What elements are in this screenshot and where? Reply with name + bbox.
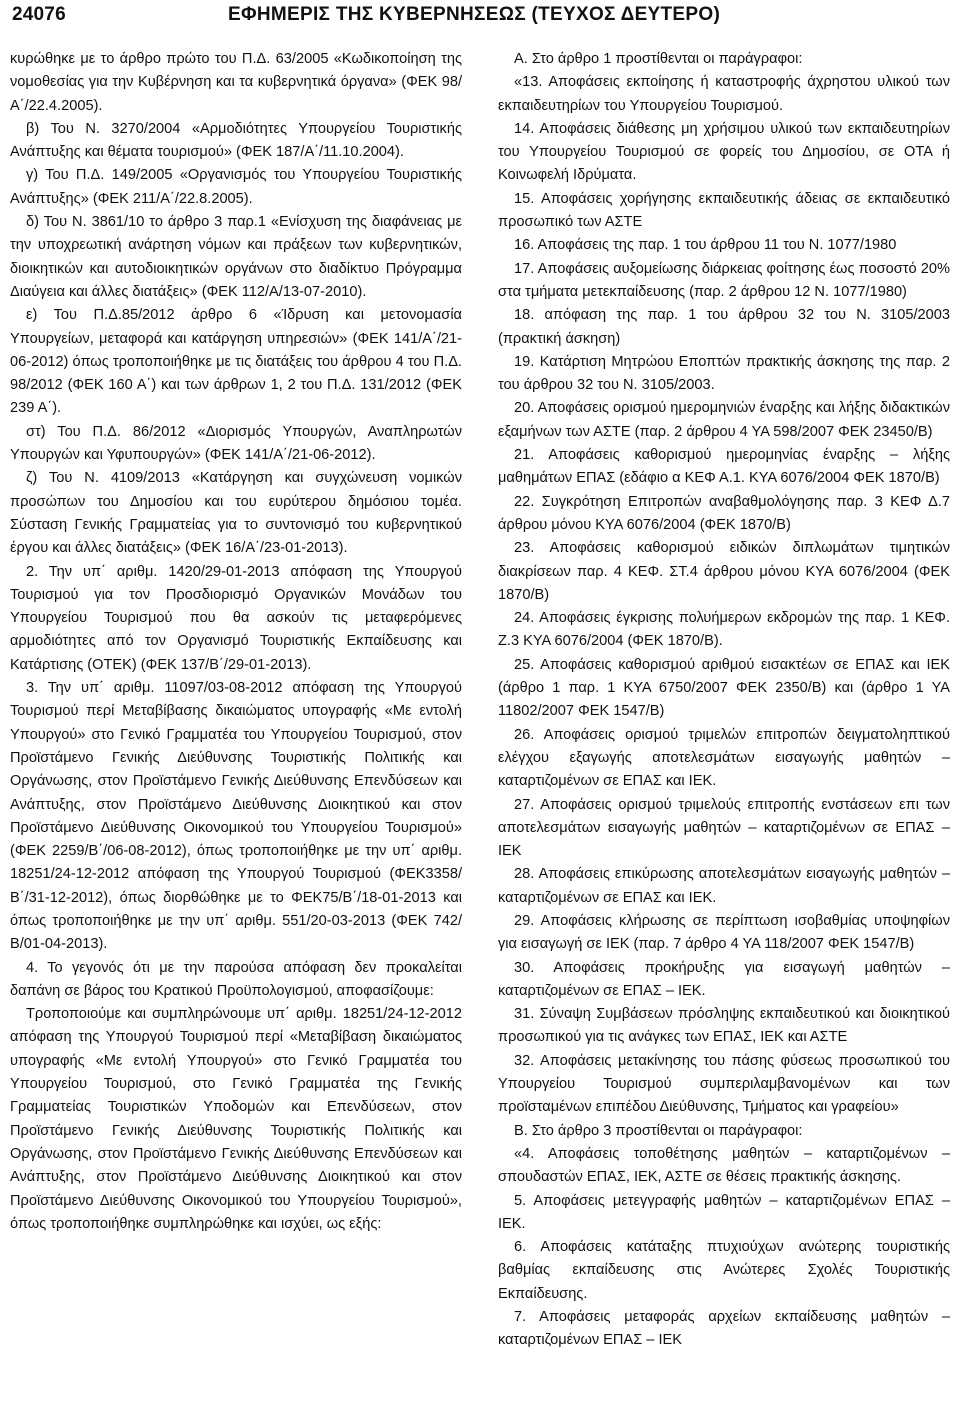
paragraph: 24. Αποφάσεις έγκρισης πολυήμερων εκδρομών της παρ. 1 ΚΕΦ. Ζ.3 ΚΥΑ 6076/2004 (ΦΕΚ 1870/Β). bbox=[498, 610, 950, 650]
gazette-title: ΕΦΗΜΕΡΙΣ ΤΗΣ ΚΥΒΕΡΝΗΣΕΩΣ (ΤΕΥΧΟΣ ΔΕΥΤΕΡΟ) bbox=[228, 4, 721, 25]
paragraph: 27. Αποφάσεις ορισμού τριμελούς επιτροπής ενστάσεων επι των αποτελεσμάτων εισαγωγής μαθητών – καταρτιζομένων σε ΕΠΑΣ – ΙΕΚ bbox=[498, 796, 950, 860]
paragraph: 4. Το γεγονός ότι με την παρούσα απόφαση δεν προκαλείται δαπάνη σε βάρος του Κρατικού Προϋπολογισμού, αποφασίζουμε: bbox=[10, 959, 462, 999]
paragraph: 3. Την υπ΄ αριθμ. 11097/03-08-2012 απόφαση της Υπουργού Τουρισμού περί Μεταβίβασης δικαιώματος υπογραφής «Με εντολή Υπουργού» στο Γενικό Γραμματέα του Υπουργείου Τουρισμού, στον Προϊστάμενο Γενικής Διεύθυνσης Τουριστικής Πολιτικής και Οργάνωσης, στον Προϊστάμενο Γενικής Διεύθυνσης Επενδύσεων και Ανάπτυξης, στον Προϊστάμενο Διεύθυνσης Διοικητικού και στον Προϊστάμενο Διεύθυνσης Οικονομικού του Υπουργείου Τουρισμού» (ΦΕΚ 2259/Β΄/06-08-2012), όπως τροποποιήθηκε με την υπ΄ αριθμ. 18251/24-12-2012 απόφαση της Υπουργού Τουρισμού (ΦΕΚ3358/Β΄/31-12-2012), όπως διορθώθηκε με το ΦΕΚ75/Β΄/18-01-2013 και όπως τροποποιήθηκε με την υπ΄ αριθμ. 551/20-03-2013 (ΦΕΚ 742/Β/01-04-2013). bbox=[10, 680, 462, 953]
paragraph: 6. Αποφάσεις κατάταξης πτυχιούχων ανώτερης τουριστικής βαθμίας εκπαίδευσης στις Ανώτερες Σχολές Τουριστικής Εκπαίδευσης. bbox=[498, 1239, 950, 1302]
paragraph: 31. Σύναψη Συμβάσεων πρόσληψης εκπαιδευτικού και διοικητικού προσωπικού για τις ανάγκες των ΕΠΑΣ, ΙΕΚ και ΑΣΤΕ bbox=[498, 1006, 950, 1046]
paragraph: 16. Αποφάσεις της παρ. 1 του άρθρου 11 του Ν. 1077/1980 bbox=[514, 237, 897, 254]
paragraph: γ) Του Π.Δ. 149/2005 «Οργανισμός του Υπουργείου Τουριστικής Ανάπτυξης» (ΦΕΚ 211/Α΄/22.8.2005). bbox=[10, 167, 462, 207]
paragraph: 25. Αποφάσεις καθορισμού αριθμού εισακτέων σε ΕΠΑΣ και ΙΕΚ (άρθρο 1 παρ. 1 ΚΥΑ 6750/2007 ΦΕΚ 2350/Β) και (άρθρο 1 ΥΑ 11802/2007 ΦΕΚ 1547/Β) bbox=[498, 656, 950, 720]
paragraph: 14. Αποφάσεις διάθεσης μη χρήσιμου υλικού των εκπαιδευτηρίων του Υπουργείου Τουρισμού σε φορείς του Δημοσίου, σε ΟΤΑ ή Κοινωφελή Ιδρύματα. bbox=[498, 120, 950, 184]
paragraph: 17. Αποφάσεις αυξομείωσης διάρκειας φοίτησης έως ποσοστό 20% στα τμήματα μετεκπαίδευσης (παρ. 2 άρθρου 12 Ν. 1077/1980) bbox=[498, 260, 950, 300]
paragraph: 2. Την υπ΄ αριθμ. 1420/29-01-2013 απόφαση της Υπουργού Τουρισμού για τον Προσδιορισμό Οργανικών Μονάδων του Υπουργείου Τουρισμού που θα ασκούν τις μεταφερόμενες αρμοδιότητες από τον Οργανισμό Τουριστικής Εκπαίδευσης και Κατάρτισης (ΟΤΕΚ) (ΦΕΚ 137/Β΄/29-01-2013). bbox=[10, 563, 462, 673]
paragraph: 5. Αποφάσεις μετεγγραφής μαθητών – καταρτιζομένων ΕΠΑΣ – ΙΕΚ. bbox=[498, 1192, 950, 1232]
paragraph: ε) Του Π.Δ.85/2012 άρθρο 6 «Ίδρυση και μετονομασία Υπουργείων, μεταφορά και κατάργηση υπηρεσιών» (ΦΕΚ 141/Α΄/21-06-2012) όπως τροποποιήθηκε με τις διατάξεις του άρθρου 4 του Π.Δ. 98/2012 (ΦΕΚ 160 Α΄) και των άρθρων 1, 2 του Π.Δ. 131/2012 (ΦΕΚ 239 Α΄). bbox=[10, 307, 462, 417]
right-column bbox=[498, 48, 950, 1353]
paragraph: 7. Αποφάσεις μεταφοράς αρχείων εκπαίδευσης μαθητών – καταρτιζομένων ΕΠΑΣ – ΙΕΚ bbox=[498, 1309, 950, 1349]
paragraph: 29. Αποφάσεις κλήρωσης σε περίπτωση ισοβαθμίας υποψηφίων για εισαγωγή σε ΙΕΚ (παρ. 7 άρθρο 4 ΥΑ 118/2007 ΦΕΚ 1547/Β) bbox=[498, 912, 950, 953]
paragraph: Β. Στο άρθρο 3 προστίθενται οι παράγραφοι: bbox=[514, 1122, 803, 1139]
paragraph: 26. Αποφάσεις ορισμού τριμελών επιτροπών δειγματοληπτικού ελέγχου εξαγωγής αποτελεσμάτων εισαγωγής μαθητών – καταρτιζομένων σε ΕΠΑΣ και ΙΕΚ. bbox=[498, 726, 950, 790]
paragraph: δ) Του Ν. 3861/10 το άρθρο 3 παρ.1 «Ενίσχυση της διαφάνειας με την υποχρεωτική ανάρτηση νόμων και πράξεων των κυβερνητικών, διοικητικών και αυτοδιοικητικών οργάνων στο διαδίκτυο Πρόγραμμα Διαύγεια και άλλες διατάξεις» (ΦΕΚ 112/Α/13-07-2010). bbox=[10, 214, 462, 300]
paragraph: 18. απόφαση της παρ. 1 του άρθρου 32 του Ν. 3105/2003 (πρακτική άσκηση) bbox=[498, 307, 950, 347]
paragraph: 21. Αποφάσεις καθορισμού ημερομηνίας έναρξης – λήξης μαθημάτων ΕΠΑΣ (εδάφιο α ΚΕΦ Α.1. ΚΥΑ 6076/2004 ΦΕΚ 1870/Β) bbox=[498, 447, 950, 487]
page-number: 24076 bbox=[12, 4, 66, 25]
paragraph: Α. Στο άρθρο 1 προστίθενται οι παράγραφοι: bbox=[514, 51, 803, 67]
paragraph: 32. Αποφάσεις μετακίνησης του πάσης φύσεως προσωπικού του Υπουργείου Τουρισμού συμπεριλαμβανομένων και των προϊσταμένων επιπέδου Διεύθυνσης, Τμήματος και γραφείου» bbox=[498, 1052, 950, 1116]
paragraph: «13. Αποφάσεις εκποίησης ή καταστροφής άχρηστου υλικού των εκπαιδευτηρίων του Υπουργείου Τουρισμού. bbox=[498, 74, 950, 114]
paragraph: 30. Αποφάσεις προκήρυξης για εισαγωγή μαθητών – καταρτιζομένων σε ΕΠΑΣ – ΙΕΚ. bbox=[498, 959, 950, 999]
paragraph: 15. Αποφάσεις χορήγησης εκπαιδευτικής άδειας σε εκπαιδευτικό προσωπικό των ΑΣΤΕ bbox=[498, 190, 950, 231]
paragraph: Τροποποιούμε και συμπληρώνουμε υπ΄ αριθμ. 18251/24-12-2012 απόφαση της Υπουργού Τουρισμού περί «Μεταβίβαση δικαιώματος υπογραφής «Με εντολή Υπουργού» στο Γενικό Γραμματέα του Υπουργείου Τουρισμού, στο Γενικό Γραμματέα της Γενικής Γραμματείας Τουριστικών Υποδομών και Επενδύσεων, στον Προϊστάμενο Γενικής Διεύθυνσης Τουριστικής Πολιτικής και Οργάνωσης, στον Προϊστάμενο Γενικής Διεύθυνσης Επενδύσεων και Ανάπτυξης, στον Προϊστάμενο Διεύθυνσης Διοικητικού και στον Προϊστάμενο Διεύθυνσης Οικονομικού του Υπουργείου Τουρισμού», όπως τροποποιήθηκε συμπληρώθηκε και ισχύει, ως εξής: bbox=[10, 1006, 462, 1232]
paragraph: 23. Αποφάσεις καθορισμού ειδικών διπλωμάτων τιμητικών διακρίσεων παρ. 4 ΚΕΦ. ΣΤ.4 άρθρου μόνου ΚΥΑ 6076/2004 (ΦΕΚ 1870/Β) bbox=[498, 540, 950, 603]
paragraph: 28. Αποφάσεις επικύρωσης αποτελεσμάτων εισαγωγής μαθητών – καταρτιζομένων σε ΕΠΑΣ και ΙΕΚ. bbox=[498, 866, 950, 906]
paragraph: στ) Του Π.Δ. 86/2012 «Διορισμός Υπουργών, Αναπληρωτών Υπουργών και Υφυπουργών» (ΦΕΚ 141/Α΄/21-06-2012). bbox=[10, 423, 462, 464]
left-column bbox=[10, 48, 462, 1236]
page-header bbox=[0, 2, 960, 32]
paragraph: 22. Συγκρότηση Επιτροπών αναβαθμολόγησης παρ. 3 ΚΕΦ Δ.7 άρθρου μόνου ΚΥΑ 6076/2004 (ΦΕΚ 1870/Β) bbox=[498, 493, 950, 533]
paragraph: ζ) Του Ν. 4109/2013 «Κατάργηση και συγχώνευση νομικών προσώπων του Δημοσίου και του ευρύτερου δημόσιου τομέα. Σύσταση Γενικής Γραμματείας για το συντονισμό του κυβερνητικού έργου και άλλες διατάξεις» (ΦΕΚ 16/Α΄/23-01-2013). bbox=[10, 470, 462, 557]
paragraph: β) Του Ν. 3270/2004 «Αρμοδιότητες Υπουργείου Τουριστικής Ανάπτυξης και θέματα τουρισμού» (ΦΕΚ 187/Α΄/11.10.2004). bbox=[10, 120, 462, 161]
paragraph: 19. Κατάρτιση Μητρώου Εποπτών πρακτικής άσκησης της παρ. 2 του άρθρου 32 του Ν. 3105/2003. bbox=[498, 353, 950, 394]
paragraph: 20. Αποφάσεις ορισμού ημερομηνιών έναρξης και λήξης διδακτικών εξαμήνων των ΑΣΤΕ (παρ. 2 άρθρου 4 ΥΑ 598/2007 ΦΕΚ 23450/Β) bbox=[498, 400, 950, 440]
paragraph: «4. Αποφάσεις τοποθέτησης μαθητών – καταρτιζομένων – σπουδαστών ΕΠΑΣ, ΙΕΚ, ΑΣΤΕ σε θέσεις πρακτικής άσκησης. bbox=[498, 1145, 950, 1186]
paragraph: κυρώθηκε με το άρθρο πρώτο του Π.Δ. 63/2005 «Κωδικοποίηση της νομοθεσίας για την Κυβέρνηση και τα κυβερνητικά όργανα» (ΦΕΚ 98/Α΄/22.4.2005). bbox=[10, 51, 462, 114]
